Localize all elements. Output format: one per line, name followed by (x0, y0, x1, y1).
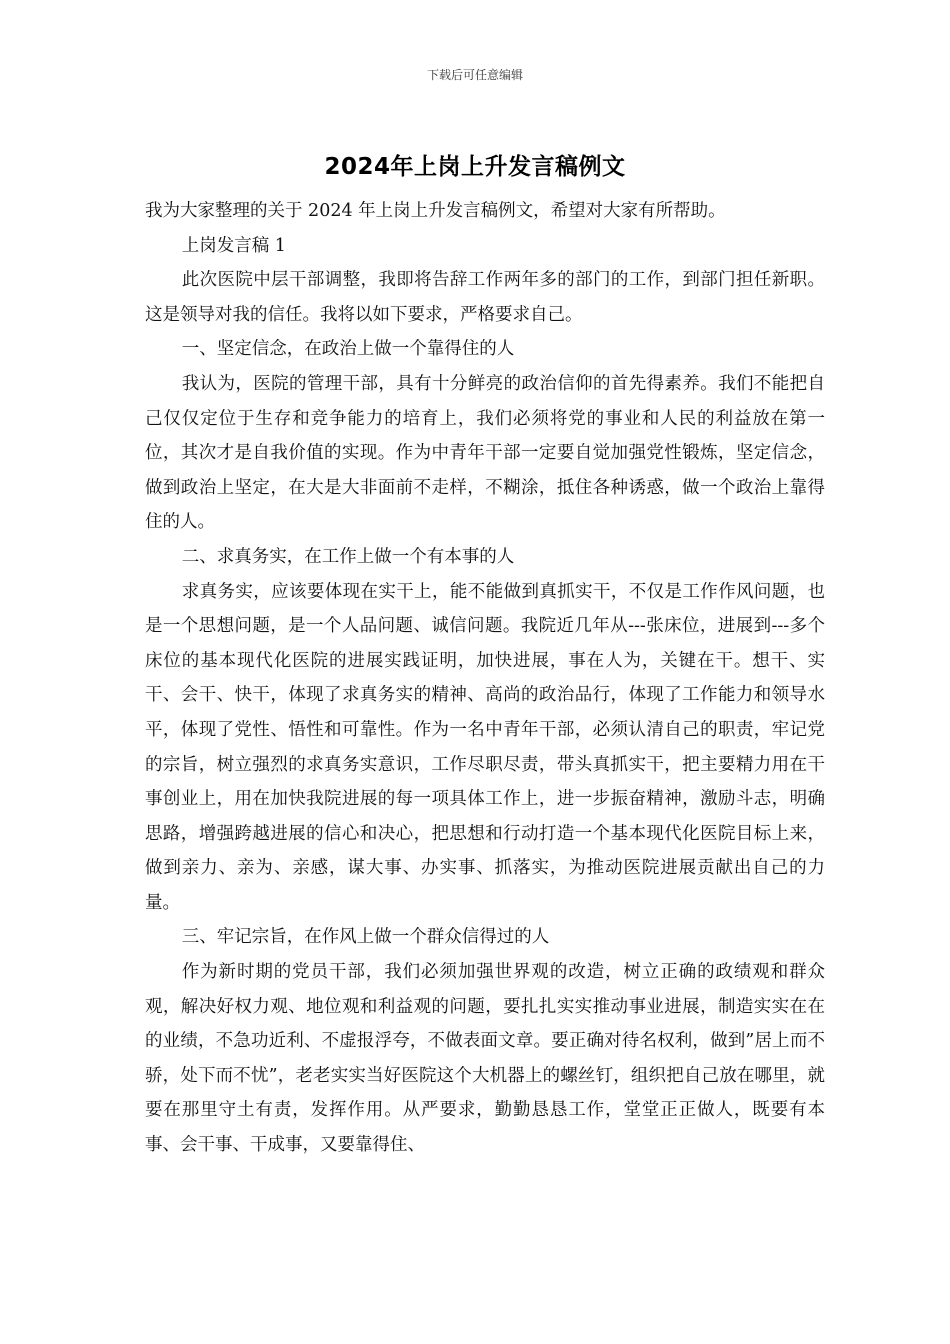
speech-heading: 上岗发言稿 1 (181, 235, 286, 256)
header-note: 下载后可任意编辑 (426, 68, 523, 82)
body-paragraph: 作为新时期的党员干部，我们必须加强世界观的改造，树立正确的政绩观和群众观，解决好权力观、地位观和利益观的问题，要扎扎实实推动事业进展，制造实实在在的业绩，不急功近利、不虚报浮夸，不做表面文章。要正确对待名权利，做到”居上而不骄，处下而不忧”，老老实实当好医院这个大机器上的螺丝钉，组织把自己放在哪里，就要在那里守土有责，发挥作用。从严要求，勤勤恳恳工作，堂堂正正做人，既要有本事、会干事、干成事，又要靠得住、 (145, 962, 825, 1156)
body-paragraph: 我认为，医院的管理干部，具有十分鲜亮的政治信仰的首先得素养。我们不能把自己仅仅定位于生存和竞争能力的培育上，我们必须将党的事业和人民的利益放在第一位，其次才是自我价值的实现。作为中青年干部一定要自觉加强党性锻炼，坚定信念，做到政治上坚定，在大是大非面前不走样，不糊涂，抵住各种诱惑，做一个政治上靠得住的人。 (145, 373, 825, 533)
section-heading: 二、求真务实，在工作上做一个有本事的人 (181, 546, 515, 567)
document-body (145, 194, 825, 1163)
body-paragraph: 求真务实，应该要体现在实干上，能不能做到真抓实干，不仅是工作作风问题，也是一个思想问题，是一个人品问题、诚信问题。我院近几年从---张床位，进展到---多个床位的基本现代化医院的进展实践证明，加快进展，事在人为，关键在干。想干、实干、会干、快干，体现了求真务实的精神、高尚的政治品行，体现了工作能力和领导水平，体现了党性、悟性和可靠性。作为一名中青年干部，必须认清自己的职责，牢记党的宗旨，树立强烈的求真务实意识，工作尽职尽责，带头真抓实干，把主要精力用在干事创业上，用在加快我院进展的每一项具体工作上，进一步振奋精神，激励斗志，明确思路，增强跨越进展的信心和决心，把思想和行动打造一个基本现代化医院目标上来，做到亲力、亲为、亲感，谋大事、办实事、抓落实，为推动医院进展贡献出自己的力量。 (145, 581, 825, 913)
document-title: 2024年上岗上升发言稿例文 (324, 154, 626, 180)
body-paragraph: 此次医院中层干部调整，我即将告辞工作两年多的部门的工作，到部门担任新职。这是领导对我的信任。我将以如下要求，严格要求自己。 (145, 270, 825, 325)
section-heading: 三、牢记宗旨，在作风上做一个群众信得过的人 (181, 927, 550, 948)
intro-paragraph: 我为大家整理的关于 2024 年上岗上升发言稿例文，希望对大家有所帮助。 (145, 201, 726, 221)
section-heading: 一、坚定信念，在政治上做一个靠得住的人 (181, 339, 515, 360)
